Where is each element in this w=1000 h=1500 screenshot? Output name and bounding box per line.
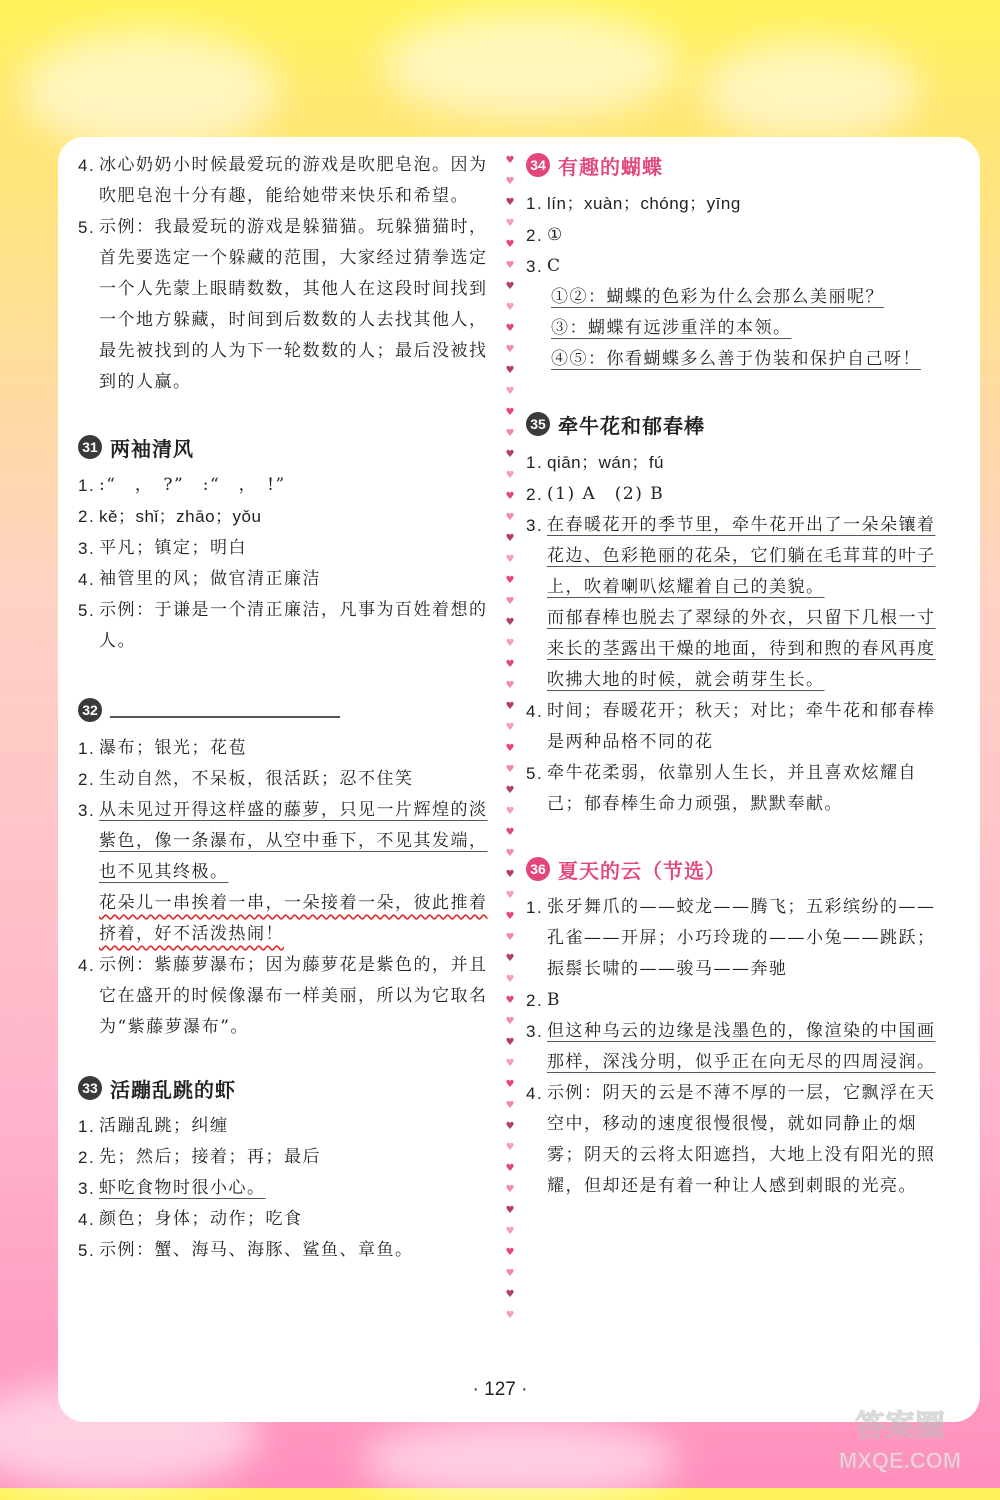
- heart-icon: ♥: [505, 323, 515, 334]
- item-text: 袖管里的风；做官清正廉洁: [99, 569, 321, 589]
- section-title: 有趣的蝴蝶: [558, 154, 663, 179]
- answer-item: [526, 447, 936, 479]
- right-column: [526, 150, 936, 1202]
- heart-icon: ♥: [505, 953, 515, 964]
- item-text: 生动自然，不呆板，很活跃；忍不住笑: [99, 769, 414, 789]
- heart-icon: ♥: [505, 869, 515, 880]
- background-cloud: [380, 10, 680, 120]
- answer-item: [526, 892, 936, 985]
- item-number: 1.: [526, 898, 544, 917]
- answer-item: [526, 603, 936, 696]
- section-title: 牵牛花和郁春棒: [558, 413, 705, 438]
- heart-icon: ♥: [505, 302, 515, 313]
- item-number: 2.: [78, 507, 96, 526]
- heart-icon: ♥: [505, 848, 515, 859]
- answer-item: [78, 1204, 488, 1235]
- item-text: 示例：蟹、海马、海豚、鲨鱼、章鱼。: [99, 1240, 414, 1260]
- answer-item: [526, 479, 936, 510]
- watermark-text: 答案圈: [855, 1409, 945, 1444]
- sub-answer-text: ④⑤：你看蝴蝶多么善于伪装和保护自己呀！: [551, 349, 921, 369]
- item-number: 1.: [78, 476, 96, 495]
- item-number: 2.: [78, 1148, 96, 1167]
- answer-item: [78, 950, 488, 1043]
- section-number-badge: 32: [78, 698, 102, 722]
- item-text: 但这种乌云的边缘是浅墨色的，像渲染的中国画那样，深浅分明，似乎正在向无尽的四周浸润。: [547, 1021, 936, 1072]
- heart-icon: ♥: [505, 1058, 515, 1069]
- item-number: 1.: [78, 739, 96, 758]
- item-number: 1.: [526, 453, 544, 472]
- heart-icon: ♥: [505, 176, 515, 187]
- heart-icon: ♥: [505, 1184, 515, 1195]
- item-text: 瀑布；银光；花苞: [99, 738, 247, 758]
- page-number: · 127 ·: [472, 1379, 528, 1400]
- item-number: 3.: [78, 539, 96, 558]
- answer-item: [78, 470, 488, 501]
- section-number-badge: 35: [526, 412, 550, 436]
- heart-icon: ♥: [505, 449, 515, 460]
- sub-answer: [526, 344, 936, 375]
- answer-item: [78, 795, 488, 888]
- heart-icon: ♥: [505, 365, 515, 376]
- heart-icon: ♥: [505, 554, 515, 565]
- item-number: 5.: [526, 764, 544, 783]
- heart-icon: ♥: [505, 764, 515, 775]
- section-heading: [78, 432, 488, 462]
- sub-answer-text: ①②：蝴蝶的色彩为什么会那么美丽呢？: [551, 287, 884, 307]
- item-text: B: [547, 990, 561, 1010]
- heart-icon: ♥: [505, 470, 515, 481]
- item-text: (1) A (2) B: [547, 484, 665, 504]
- heart-icon: ♥: [505, 911, 515, 922]
- heart-icon: ♥: [505, 1289, 515, 1300]
- answer-item: [78, 150, 488, 212]
- heart-icon: ♥: [505, 617, 515, 628]
- section-heading: [78, 1073, 488, 1103]
- heart-icon: ♥: [505, 428, 515, 439]
- answer-item: [78, 764, 488, 795]
- item-number: 5.: [78, 218, 96, 237]
- section-title: 两袖清风: [110, 436, 194, 461]
- heart-icon: ♥: [505, 155, 515, 166]
- item-text: 活蹦乱跳；纠缠: [99, 1116, 229, 1136]
- heart-icon: ♥: [505, 659, 515, 670]
- item-text: 示例：阴天的云是不薄不厚的一层，它飘浮在天空中，移动的速度很慢很慢，就如同静止的烟雾；阴天的云将太阳遮挡，大地上没有阳光的照耀，但却还是有着一种让人感到刺眼的光亮。: [547, 1083, 936, 1196]
- heart-icon: ♥: [505, 1268, 515, 1279]
- heart-icon: ♥: [505, 785, 515, 796]
- heart-icon: ♥: [505, 1163, 515, 1174]
- item-number: 5.: [78, 1241, 96, 1260]
- heart-icon: ♥: [505, 344, 515, 355]
- item-text: 先；然后；接着；再；最后: [99, 1147, 321, 1167]
- item-text: ①: [547, 225, 564, 245]
- heart-icon: ♥: [505, 407, 515, 418]
- heart-icon: ♥: [505, 743, 515, 754]
- heart-icon: ♥: [505, 512, 515, 523]
- heart-icon: ♥: [505, 386, 515, 397]
- sub-answer: [526, 313, 936, 344]
- heart-icon: ♥: [505, 1247, 515, 1258]
- item-number: 4.: [78, 956, 96, 975]
- item-number: 3.: [526, 257, 544, 276]
- section-title: 夏天的云（节选）: [558, 858, 726, 883]
- heart-icon: ♥: [505, 932, 515, 943]
- section-heading: [526, 150, 936, 180]
- section-number-badge: 31: [78, 435, 102, 459]
- watermark-url: MXQE.COM: [838, 1448, 962, 1473]
- item-number: 4.: [78, 570, 96, 589]
- item-number: 5.: [78, 601, 96, 620]
- section-number-badge: 36: [526, 857, 550, 881]
- item-text: 花朵儿一串挨着一串，一朵接着一朵，彼此推着挤着，好不活泼热闹！: [99, 893, 488, 944]
- answer-item: [78, 1235, 488, 1266]
- item-text: lín；xuàn；chóng；yīng: [547, 194, 741, 213]
- heart-icon: ♥: [505, 722, 515, 733]
- item-text: C: [547, 256, 562, 276]
- heart-icon: ♥: [505, 827, 515, 838]
- section-number-badge: 33: [78, 1076, 102, 1100]
- left-column: [78, 150, 488, 1266]
- heart-icon: ♥: [505, 239, 515, 250]
- heart-icon: ♥: [505, 890, 515, 901]
- heart-icon: ♥: [505, 218, 515, 229]
- item-text: 示例：于谦是一个清正廉洁，凡事为百姓着想的人。: [99, 600, 488, 651]
- answer-item: [78, 733, 488, 764]
- item-text: 牵牛花柔弱，依靠别人生长，并且喜欢炫耀自己；郁春棒生命力顽强，默默奉献。: [547, 763, 917, 814]
- heart-icon: ♥: [505, 1121, 515, 1132]
- sub-answer-text: ③：蝴蝶有远涉重洋的本领。: [551, 318, 792, 338]
- heart-icon: ♥: [505, 575, 515, 586]
- heart-icon: ♥: [505, 1142, 515, 1153]
- heart-icon: ♥: [505, 596, 515, 607]
- item-text: 平凡；镇定；明白: [99, 538, 247, 558]
- heart-icon: ♥: [505, 701, 515, 712]
- item-number: 1.: [526, 194, 544, 213]
- item-number: 2.: [526, 991, 544, 1010]
- answer-item: [526, 188, 936, 220]
- heart-icon: ♥: [505, 995, 515, 1006]
- answer-item: [526, 1016, 936, 1078]
- item-text: 从未见过开得这样盛的藤萝，只见一片辉煌的淡紫色，像一条瀑布，从空中垂下，不见其发端，也不见其终极。: [99, 800, 488, 882]
- answer-item: [78, 501, 488, 533]
- answer-item: [78, 564, 488, 595]
- section-heading: [526, 409, 936, 439]
- heart-icon: ♥: [505, 281, 515, 292]
- answer-item: [526, 696, 936, 758]
- heart-icon: ♥: [505, 1205, 515, 1216]
- answer-item: [526, 220, 936, 251]
- answer-item: [78, 595, 488, 657]
- answer-item: [78, 888, 488, 950]
- item-number: 4.: [78, 156, 96, 175]
- item-text: 颜色；身体；动作；吃食: [99, 1209, 303, 1229]
- section-heading: [526, 854, 936, 884]
- background-cloud: [20, 30, 280, 150]
- heart-icon: ♥: [505, 1016, 515, 1027]
- answer-item: [526, 251, 936, 282]
- answer-item: [78, 1142, 488, 1173]
- item-text: qiān；wán；fú: [547, 453, 665, 472]
- heart-icon: ♥: [505, 806, 515, 817]
- heart-icon: ♥: [505, 533, 515, 544]
- item-text: kě；shǐ；zhāo；yǒu: [99, 507, 262, 526]
- answer-item: [526, 758, 936, 820]
- heart-icon: ♥: [505, 680, 515, 691]
- heart-icon: ♥: [505, 974, 515, 985]
- heart-icon: ♥: [505, 260, 515, 271]
- heart-icon: ♥: [505, 638, 515, 649]
- answer-item: [78, 212, 488, 398]
- item-number: 2.: [526, 485, 544, 504]
- watermark-logo: [820, 1398, 980, 1478]
- item-number: 1.: [78, 1117, 96, 1136]
- section-heading: [78, 695, 488, 725]
- heart-icon: ♥: [505, 1079, 515, 1090]
- item-number: 4.: [78, 1210, 96, 1229]
- item-text: 冰心奶奶小时候最爱玩的游戏是吹肥皂泡。因为吹肥皂泡十分有趣，能给她带来快乐和希望。: [99, 155, 488, 206]
- item-text: 而郁春棒也脱去了翠绿的外衣，只留下几根一寸来长的茎露出干燥的地面，待到和煦的春风再度吹拂大地的时候，就会萌芽生长。: [547, 608, 936, 690]
- heart-icon: ♥: [505, 1100, 515, 1111]
- item-number: 4.: [526, 702, 544, 721]
- answer-item: [78, 1111, 488, 1142]
- answer-item: [526, 510, 936, 603]
- item-number: 3.: [78, 801, 96, 820]
- title-blank-line: [110, 702, 340, 718]
- item-text: :“ ， ?” :“ ， !”: [99, 475, 286, 495]
- heart-icon: ♥: [505, 197, 515, 208]
- item-number: 3.: [78, 1179, 96, 1198]
- heart-divider: [505, 150, 515, 1350]
- answer-item: [78, 533, 488, 564]
- heart-icon: ♥: [505, 1310, 515, 1321]
- item-text: 虾吃食物时很小心。: [99, 1178, 266, 1198]
- background-cloud: [360, 1420, 680, 1500]
- heart-icon: ♥: [505, 491, 515, 502]
- background-cloud: [700, 40, 920, 140]
- item-number: 4.: [526, 1084, 544, 1103]
- item-text: 示例：紫藤萝瀑布；因为藤萝花是紫色的，并且它在盛开的时候像瀑布一样美丽，所以为它取名为“紫藤萝瀑布”。: [99, 955, 488, 1037]
- item-text: 张牙舞爪的——蛟龙——腾飞；五彩缤纷的——孔雀——开屏；小巧玲珑的——小兔——跳跃；振鬃长啸的——骏马——奔驰: [547, 897, 936, 979]
- item-number: 3.: [526, 516, 544, 535]
- item-number: 2.: [526, 226, 544, 245]
- section-title: 活蹦乱跳的虾: [110, 1077, 236, 1102]
- item-number: 3.: [526, 1022, 544, 1041]
- answer-item: [78, 1173, 488, 1204]
- answer-item: [526, 1078, 936, 1202]
- heart-icon: ♥: [505, 1037, 515, 1048]
- item-number: 2.: [78, 770, 96, 789]
- section-number-badge: 34: [526, 153, 550, 177]
- sub-answer: [526, 282, 936, 313]
- item-text: 在春暖花开的季节里，牵牛花开出了一朵朵镶着花边、色彩艳丽的花朵，它们躺在毛茸茸的叶子上，吹着喇叭炫耀着自己的美貌。: [547, 515, 936, 597]
- item-text: 时间；春暖花开；秋天；对比；牵牛花和郁春棒是两种品格不同的花: [547, 701, 936, 752]
- answer-item: [526, 985, 936, 1016]
- item-text: 示例：我最爱玩的游戏是躲猫猫。玩躲猫猫时，首先要选定一个躲藏的范围，大家经过猜拳选定一个人先蒙上眼睛数数，其他人在这段时间找到一个地方躲藏，时间到后数数的人去找其他人，最先被找到的人为下一轮数数的人；最后没被找到的人赢。: [99, 217, 488, 392]
- heart-icon: ♥: [505, 1226, 515, 1237]
